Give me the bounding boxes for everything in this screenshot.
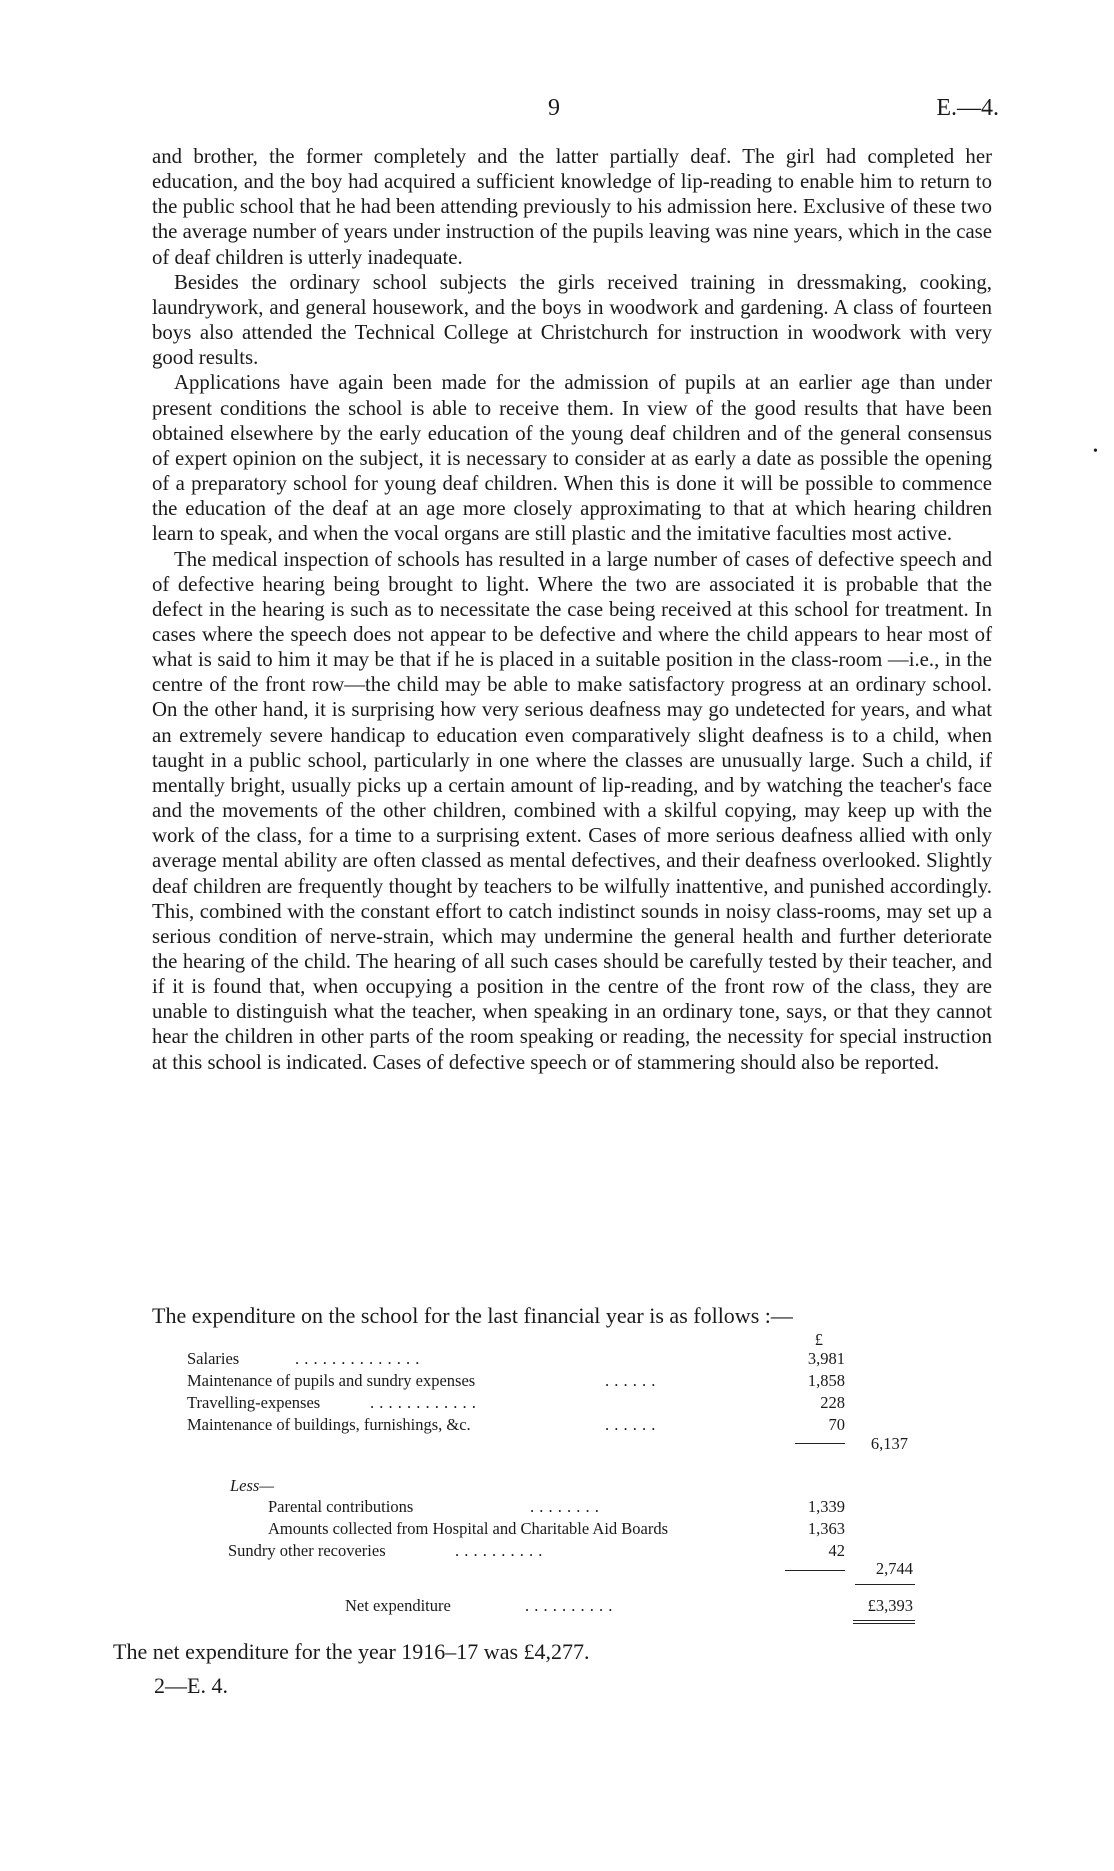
paragraph: The medical inspection of schools has resulted in a large number of cases of defective speech and of defective hearing being brought to light. Where the two are associated it is probable that the defect in the hearing is such as to necessitate the case being received at this school for treatment. In cases where the speech does not appear to be defective and where the child appears to hear most of what is said to him it may be that if he is placed in a suitable position in the class-room —i.e., in the centre of the front row—the child may be able to make satisfactory progress at an ordinary school. On the other hand, it is surprising how very serious deafness may go undetected for years, and what an extremely severe handicap to education even comparatively slight deafness is to a child, when taught in a public school, particularly in one where the classes are unusually large. Such a child, if mentally bright, usually picks up a certain amount of lip-reading, and by watching the teacher's face and the movements of the other children, combined with a skilful copying, may keep up with the work of the class, for a time to a surprising extent. Cases of more serious deafness allied with only average mental ability are often classed as mental defectives, and their deafness overlooked. Slightly deaf children are frequently thought by teachers to be wilfully inattentive, and punished accordingly. This, combined with the constant effort to catch indistinct sounds in noisy class-rooms, may set up a serious condition of nerve-strain, which may undermine the general health and further deteriorate the hearing of the child. The hearing of all such cases should be carefully tested by their teacher, and if it is found that, when occupying a position in the centre of the front row of the class, they are unable to distinguish what the teacher, when speaking in an ordinary tone, says, or that they cannot hear the children in other parts of the room speaking or reading, the necessity for special instruction at this school is indicated. Cases of defective speech or of stammering should also be reported. [152,547,992,1074]
page-signature: 2—E. 4. [154,1673,228,1698]
paragraph: Applications have again been made for the admission of pupils at an earlier age than under present conditions the school is able to receive them. In view of the good results that have been obtained elsewhere by the early education of the young deaf children and of the general consensus of expert opinion on the subject, it is necessary to consider at as early a date as possible the opening of a preparatory school for young deaf children. When this is done it will be possible to commence the education of the deaf at an age more closely approximating to that at which hearing children learn to speak, and when the vocal organs are still plastic and the imitative faculties most active. [152,371,992,546]
row-label: Parental contributions [268,1497,414,1516]
gross-total-row [0,1434,1114,1454]
less-label: Less— [230,1476,275,1495]
row-amount: 3,981 [807,1349,845,1368]
table-row [0,1541,1114,1561]
row-label: Salaries [187,1349,240,1368]
less-total: 2,744 [875,1559,913,1578]
table-row [0,1371,1114,1391]
row-label: Amounts collected from Hospital and Charitable Aid Boards [268,1519,669,1538]
row-amount: 42 [828,1541,845,1560]
row-amount: 228 [820,1393,845,1412]
leader-dots: . . . . . . . . . . [455,1541,543,1560]
table-row [0,1519,1114,1539]
leader-dots: . . . . . . [605,1415,656,1434]
row-label: Travelling-expenses [187,1393,321,1412]
page-number: 9 [548,95,560,121]
leader-dots: . . . . . . . . . . . . . . [295,1349,420,1368]
gross-total: 6,137 [870,1434,908,1453]
net-total: £3,393 [867,1596,913,1615]
expenditure-intro: The expenditure on the school for the last financial year is as follows :— [152,1303,793,1328]
table-row [0,1415,1114,1435]
currency-header-row [0,1330,1114,1350]
body-text [152,144,992,1075]
currency-symbol: £ [814,1330,823,1349]
table-row [0,1497,1114,1517]
less-heading-row [0,1476,1114,1496]
paragraph: and brother, the former completely and the latter partially deaf. The girl had completed her education, and the boy had acquired a sufficient knowledge of lip-reading to enable him to return to the public school that he had been attending previously to his admission here. Exclusive of these two the average number of years under instruction of the pupils leaving was nine years, which in the case of deaf children is utterly inadequate. [152,145,992,269]
total-rule [855,1584,915,1585]
row-label: Sundry other recoveries [228,1541,386,1560]
stray-mark: • [1093,444,1098,459]
net-expenditure-row [0,1596,1114,1616]
leader-dots: . . . . . . [605,1371,656,1390]
row-label: Maintenance of pupils and sundry expenses [187,1371,476,1390]
row-amount: 1,339 [807,1497,845,1516]
table-row [0,1349,1114,1369]
row-amount: 70 [828,1415,845,1434]
net-label: Net expenditure [345,1596,451,1615]
leader-dots: . . . . . . . . . . . . [370,1393,477,1412]
paragraph: Besides the ordinary school subjects the girls received training in dressmaking, cooking, laundrywork, and general housework, and the boys in woodwork and gardening. A class of fourteen boys also attended the Technical College at Christchurch for instruction in woodwork with very good results. [152,270,992,370]
leader-dots: . . . . . . . . . . [525,1596,613,1615]
row-amount: 1,363 [807,1519,845,1538]
closing-statement: The net expenditure for the year 1916–17 was £4,277. [113,1639,590,1664]
leader-dots: . . . . . . . . [530,1497,600,1516]
row-amount: 1,858 [807,1371,845,1390]
row-label: Maintenance of buildings, furnishings, &c. [187,1415,471,1434]
double-rule [853,1620,915,1624]
document-reference: E.—4. [936,95,999,121]
less-total-row [0,1559,1114,1579]
table-row [0,1393,1114,1413]
